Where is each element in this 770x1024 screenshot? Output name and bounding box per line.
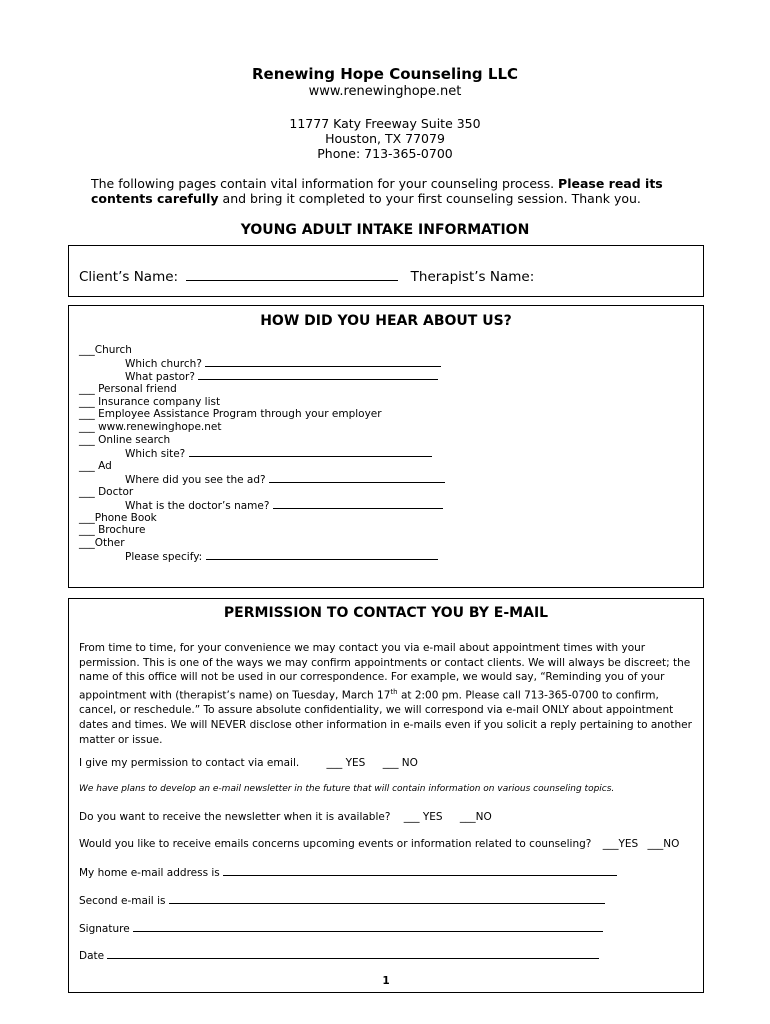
option-other[interactable]: ___Other [79,537,125,550]
date-label: Date [79,950,105,962]
names-row [79,268,534,285]
option-online-search[interactable]: ___ Online search [79,434,171,447]
email-permission-row [79,757,418,769]
what-pastor-field[interactable] [198,370,438,380]
option-church[interactable]: ___Church [79,344,132,356]
email-policy-text-b: at 2:00 pm. Please call 713-365-0700 to confirm, cancel, or reschedule.” To assure absolute confidentiality, we will correspond via e-mail ONLY about appointment dates and times. We will NEVER disclose other information in e-mails even if you solicit a reply pertaining to another matter or issue. [79,689,692,746]
client-name-field[interactable] [186,268,398,281]
client-name-label: Client’s Name: [79,269,179,285]
events-yes[interactable]: ___YES [602,838,639,850]
events-no[interactable]: ___NO [647,838,680,850]
doctor-name-row [79,499,445,512]
email-policy-paragraph [79,641,694,747]
second-email-field[interactable] [169,893,605,904]
signature-label: Signature [79,923,130,935]
referral-options-list [79,344,445,563]
email-section-title: PERMISSION TO CONTACT YOU BY E-MAIL [223,605,549,621]
email-permission-label: I give my permission to contact via email. [79,757,300,769]
intro-text-1: The following pages contain vital information for your counseling process. [91,176,559,191]
option-ad[interactable]: ___ Ad [79,460,112,473]
which-church-field[interactable] [205,357,441,367]
email-permission-yes[interactable]: ___ YES [326,757,366,769]
which-site-field[interactable] [189,447,432,457]
home-email-field[interactable] [223,865,617,876]
date-field[interactable] [107,948,599,959]
option-personal-friend[interactable]: ___ Personal friend [79,382,177,395]
signature-row [79,921,603,935]
what-pastor-label: What pastor? [125,370,195,383]
second-email-label: Second e-mail is [79,895,166,907]
what-pastor-row [79,370,445,383]
home-email-row [79,865,617,879]
specify-field[interactable] [206,550,438,560]
where-ad-row [79,473,445,486]
referral-section [68,305,704,588]
which-church-label: Which church? [125,357,202,370]
where-ad-field[interactable] [269,473,445,483]
address-line-2: Houston, TX 77079 [325,131,445,146]
specify-label: Please specify: [125,551,203,564]
option-insurance-list[interactable]: ___ Insurance company list [79,395,221,408]
intro-paragraph [91,176,691,206]
date-suffix: th [390,688,398,697]
newsletter-note: We have plans to develop an e-mail newsletter in the future that will contain information on various counseling topics. [79,784,615,794]
second-email-row [79,893,605,907]
newsletter-no[interactable]: ___NO [459,811,492,823]
home-email-label: My home e-mail address is [79,867,220,879]
organization-name: Renewing Hope Counseling LLC [251,65,519,83]
names-section [68,245,704,297]
date-row [79,948,599,962]
page-number: 1 [382,975,390,987]
where-ad-label: Where did you see the ad? [125,473,266,486]
specify-row [79,550,445,563]
email-permission-section [68,598,704,993]
doctor-name-label: What is the doctor’s name? [125,499,270,512]
option-phone-book[interactable]: ___Phone Book [79,511,157,524]
referral-section-title: HOW DID YOU HEAR ABOUT US? [260,313,512,329]
events-row [79,838,679,850]
intro-text-2: and bring it completed to your first counseling session. Thank you. [218,191,641,206]
form-title: YOUNG ADULT INTAKE INFORMATION [240,222,530,238]
address-line-1: 11777 Katy Freeway Suite 350 [289,116,481,131]
newsletter-yes[interactable]: ___ YES [403,811,443,823]
doctor-name-field[interactable] [273,499,443,509]
which-site-label: Which site? [125,448,186,461]
which-site-row [79,447,445,460]
newsletter-question: Do you want to receive the newsletter when it is available? [79,811,391,823]
email-policy-text-a: From time to time, for your convenience we may contact you via e-mail about appointment times with your permission. This is one of the ways we may confirm appointments or contact clients. We will always be discreet; the name of this office will not be used in our correspondence. For example, we would say, “Reminding you of your appointment with (therapist’s name) on Tuesday, March 17 [79,642,691,702]
option-website[interactable]: ___ www.renewinghope.net [79,421,222,434]
email-permission-no[interactable]: ___ NO [382,757,418,769]
intro-bold-text: Please read its contents carefully [91,176,663,206]
option-brochure[interactable]: ___ Brochure [79,524,146,537]
website-link[interactable]: www.renewinghope.net [308,84,462,99]
signature-field[interactable] [133,921,603,932]
option-eap[interactable]: ___ Employee Assistance Program through your employer [79,408,382,421]
which-church-row [79,357,445,370]
events-question: Would you like to receive emails concerns upcoming events or information related to counseling? [79,838,592,850]
phone-number: Phone: 713-365-0700 [317,146,453,161]
newsletter-row [79,811,492,823]
therapist-name-label: Therapist’s Name: [410,269,535,285]
option-doctor[interactable]: ___ Doctor [79,485,134,498]
